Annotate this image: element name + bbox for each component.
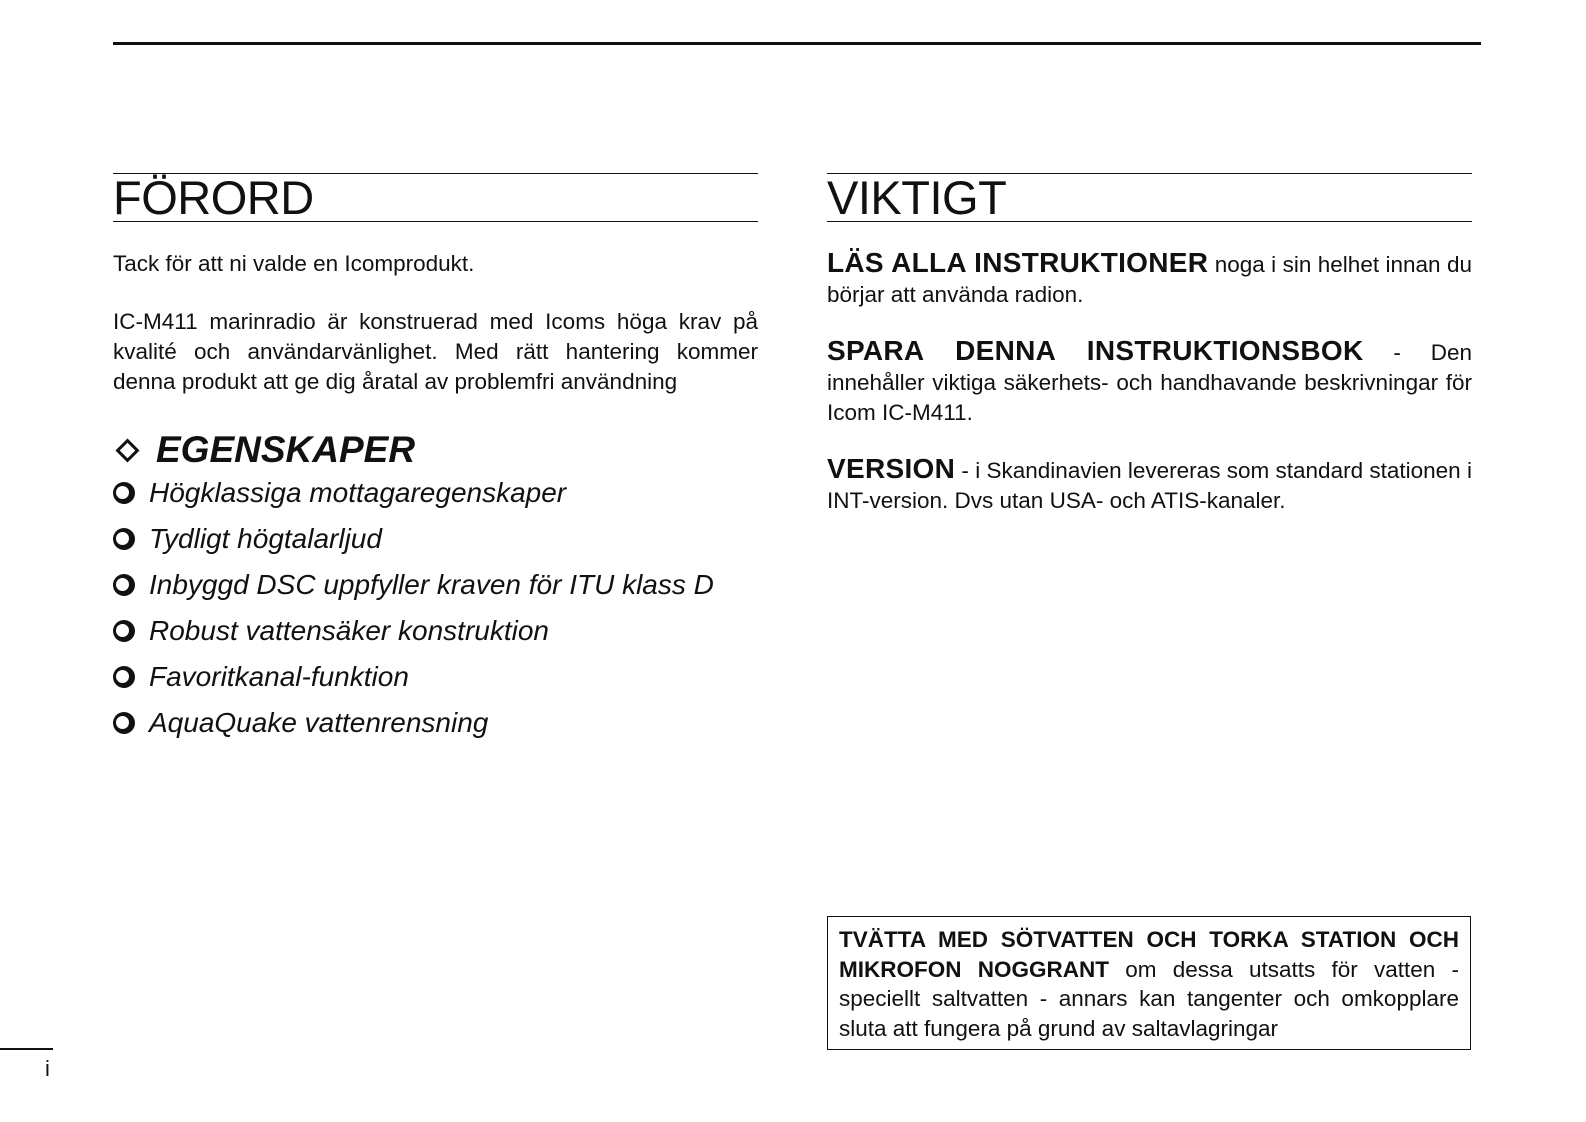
feature-label: Favoritkanal-funktion	[149, 661, 409, 692]
list-item	[113, 700, 758, 746]
bullet-icon	[113, 528, 135, 550]
list-item	[113, 654, 758, 700]
washing-notice-box	[827, 916, 1471, 1050]
washing-notice-lead: TVÄTTA MED SÖTVATTEN OCH TORKA STATION OCH MIKROFON NOGGRANT	[839, 927, 1459, 982]
feature-label: Högklassiga mottagaregenskaper	[149, 477, 567, 508]
diamond-icon	[115, 438, 139, 462]
list-item	[113, 470, 758, 516]
save-manual-paragraph	[827, 336, 1472, 428]
list-item	[113, 562, 758, 608]
preface-title: FÖRORD	[113, 173, 758, 222]
feature-label: Inbyggd DSC uppfyller kraven för ITU klass D	[149, 569, 714, 600]
list-item	[113, 516, 758, 562]
page-number: i	[45, 1056, 50, 1081]
header-rule	[113, 42, 1481, 45]
preface-column	[113, 173, 758, 746]
feature-label: AquaQuake vattenrensning	[149, 707, 489, 738]
bullet-icon	[113, 712, 135, 734]
read-instructions-text: noga i sin helhet innan du börjar att använda radion.	[827, 252, 1472, 307]
bullet-icon	[113, 574, 135, 596]
features-list	[113, 470, 758, 746]
save-manual-text: - Den innehåller viktiga säkerhets- och handhavande beskrivningar för Icom IC-M411.	[827, 340, 1472, 425]
important-title: VIKTIGT	[827, 173, 1472, 222]
bullet-icon	[113, 666, 135, 688]
version-paragraph	[827, 454, 1472, 516]
save-manual-lead: SPARA DENNA INSTRUKTIONSBOK	[827, 335, 1364, 366]
read-instructions-paragraph	[827, 248, 1472, 310]
read-instructions-lead: LÄS ALLA INSTRUKTIONER	[827, 247, 1209, 278]
features-heading	[113, 430, 758, 470]
list-item	[113, 608, 758, 654]
footer-rule	[0, 1048, 53, 1050]
preface-intro-thanks: Tack för att ni valde en Icomprodukt.	[113, 251, 475, 276]
bullet-icon	[113, 620, 135, 642]
feature-label: Robust vattensäker konstruktion	[149, 615, 549, 646]
washing-notice-text: om dessa utsatts för vatten - speciellt saltvatten - annars kan tangenter och omkopplare sluta att fungera på grund av saltavlagringar	[839, 956, 1459, 1041]
version-lead: VERSION	[827, 453, 956, 484]
features-heading-label: EGENSKAPER	[156, 429, 416, 470]
bullet-icon	[113, 482, 135, 504]
version-text: - i Skandinavien levereras som standard stationen i INT-version. Dvs utan USA- och ATIS-kanaler.	[827, 458, 1472, 513]
preface-intro-description: IC-M411 marinradio är konstruerad med Icoms höga krav på kvalité och användarvänlighet. Med rätt hantering kommer denna produkt att ge dig åratal av problemfri användning	[113, 309, 758, 394]
feature-label: Tydligt högtalarljud	[149, 523, 382, 554]
important-column	[827, 173, 1472, 516]
